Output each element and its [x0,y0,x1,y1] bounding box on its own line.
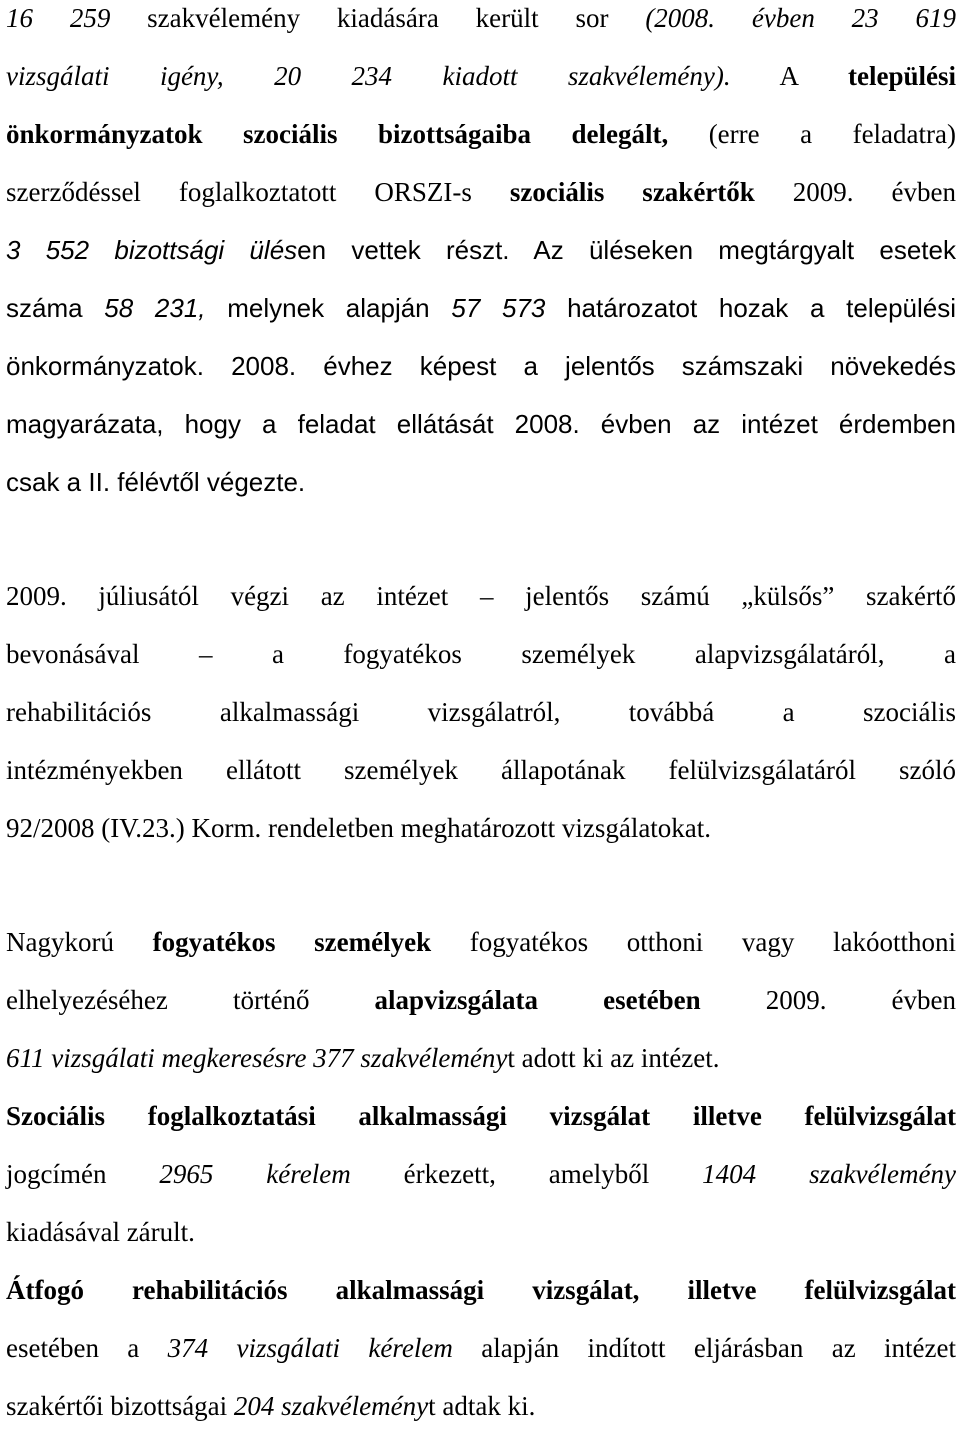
text-line [6,1156,956,1214]
text-line [6,1272,956,1330]
text-span: száma [6,293,105,323]
text-span: Az üléseken megtárgyalt esetek [509,235,956,265]
text-line [6,1330,956,1388]
text-line [6,1388,956,1446]
text-line: 2009. júliusától végzi az intézet – jelentős számú „külsős” szakértő [6,581,956,611]
text-span: esetében a [6,1333,168,1363]
text-span: fogyatékos személyek [152,927,432,957]
text-span: 16 259 [6,3,111,33]
text-span: szakvélemény kiadására került sor [110,3,646,33]
text-line: intézményekben ellátott személyek állapotának felülvizsgálatáról szóló [6,755,956,785]
text-span: 57 573 [451,293,546,323]
text-line [6,924,956,982]
text-span: érkezett, amelyből [350,1159,703,1189]
text-span: 3 552 bizottsági ülés [6,235,298,265]
text-span: szerződéssel foglalkoztatott ORSZI-s [6,177,510,207]
text-line [6,1040,956,1098]
text-span: melynek alapján [205,293,452,323]
text-line: rehabilitációs alkalmassági vizsgálatról, továbbá a szociális [6,697,956,727]
paragraph-1 [6,0,956,522]
text-line: bevonásával – a fogyatékos személyek alapvizsgálatáról, a [6,639,956,669]
text-span: elhelyezéséhez történő [6,985,375,1015]
text-line [6,290,956,348]
text-span: Nagykorú [6,927,153,957]
text-span: t adott ki az intézet. [507,1043,720,1073]
text-span: 58 231, [104,293,206,323]
text-line [6,1214,956,1272]
text-span: önkormányzatok. 2008. évhez képest a jelentős számszaki növekedés [6,351,956,381]
text-line [6,406,956,464]
text-span: kiadásával zárult. [6,1217,195,1247]
paragraph-3 [6,924,956,1446]
text-line [6,174,956,232]
text-line [6,982,956,1040]
text-span: 374 vizsgálati kérelem [167,1333,453,1363]
text-span: 204 szakvélemény [233,1391,429,1421]
text-line [6,1098,956,1156]
text-span: Átfogó rehabilitációs alkalmassági vizsgálat, illetve felülvizsgálat [6,1275,956,1305]
text-span: 2009. évben [754,177,956,207]
text-span: alapvizsgálata esetében [374,985,701,1015]
text-span: önkormányzatok szociális bizottságaiba delegált, [6,119,669,149]
text-span: jogcímén [6,1159,160,1189]
text-line [6,0,956,58]
text-span: 2965 kérelem [159,1159,351,1189]
text-span: t adtak ki. [428,1391,536,1421]
text-span: fogyatékos otthoni vagy lakóotthoni [431,927,956,957]
text-span: települési [848,61,956,91]
text-span: 1404 szakvélemény [702,1159,956,1189]
text-line [6,232,956,290]
text-span: 2009. évben [700,985,957,1015]
text-line [6,348,956,406]
text-line [6,58,956,116]
text-span: en vettek részt. [297,235,510,265]
text-span: alapján indított eljárásban az intézet [452,1333,957,1363]
text-line [6,116,956,174]
text-span: határozatot hozak a települési [545,293,957,323]
text-line: 92/2008 (IV.23.) Korm. rendeletben meghatározott vizsgálatokat. [6,813,712,843]
text-span: (2008. évben 23 619 [645,3,956,33]
text-span: (erre a feladatra) [668,119,956,149]
text-span: A [730,61,848,91]
text-span: magyarázata, hogy a feladat ellátását 2008. évben az intézet érdemben [6,409,956,439]
text-span: vizsgálati igény, 20 234 kiadott szakvélemény). [6,61,731,91]
text-span: szociális szakértők [509,177,755,207]
text-line [6,464,956,522]
text-span: csak a II. félévtől végezte. [6,467,306,497]
text-span: 611 vizsgálati megkeresésre 377 szakvélemény [6,1043,508,1073]
paragraph-2 [6,578,956,868]
text-span: szakértői bizottságai [6,1391,234,1421]
text-span: Szociális foglalkoztatási alkalmassági vizsgálat illetve felülvizsgálat [6,1101,956,1131]
